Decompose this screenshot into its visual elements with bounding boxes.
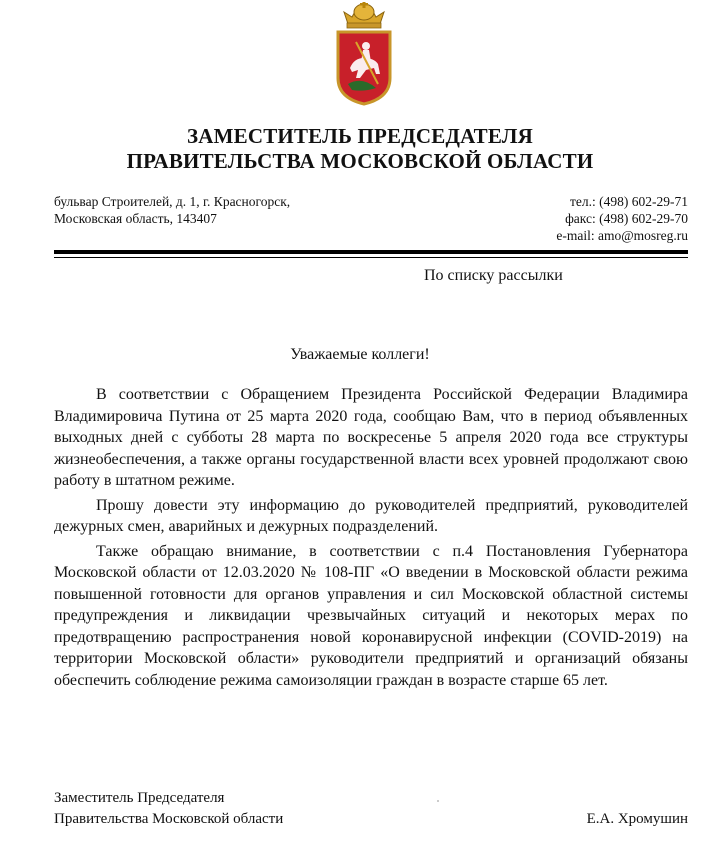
body-paragraph: Также обращаю внимание, в соответствии с п.4 Постановления Губернатора Московской области от 12.03.2020 № 108-ПГ «О введении в Московской области режима повышенной готовности для органов управления и сил Московской областной системы предупреждения и ликвидации чрезвычайных ситуаций и некоторых мерах по предотвращению распространения новой коронавирусной инфекции (COVID-2019) на территории Московской области» руководители предприятий и организаций обязаны обеспечить соблюдение режима самоизоляции граждан в возрасте старше 65 лет. [54,542,688,689]
position-line: Правительства Московской области [54,811,284,827]
body-paragraph: Прошу довести эту информацию до руководителей предприятий, руководителей дежурных смен, аварийных и дежурных подразделений. [54,496,688,535]
crown-icon [344,2,384,28]
coat-of-arms-icon [328,2,400,106]
scan-speck [437,800,439,802]
postal-address [54,193,290,227]
body-paragraph: В соответствии с Обращением Президента Российской Федерации Владимира Владимировича Путина от 25 марта 2020 года, сообщаю Вам, что в период объявленных выходных дней с субботы 28 марта по воскресенье 5 апреля 2020 года все структуры жизнеобеспечения, а также органы государственной власти всех уровней продолжают свою работу в штатном режиме. [54,386,688,489]
fax-number: факс: (498) 602-29-70 [565,211,688,226]
address-line: бульвар Строителей, д. 1, г. Красногорск, [54,194,291,209]
recipient-line: По списку рассылки [424,267,563,284]
signatory-name: Е.А. Хромушин [586,811,688,827]
salutation: Уважаемые коллеги! [290,346,430,363]
title-line: ЗАМЕСТИТЕЛЬ ПРЕДСЕДАТЕЛЯ [186,124,533,148]
address-line: Московская область, 143407 [54,211,217,226]
position-line: Заместитель Председателя [54,790,225,806]
letter-body [54,384,688,694]
contact-block [556,193,688,244]
title-line: ПРАВИТЕЛЬСТВА МОСКОВСКОЙ ОБЛАСТИ [126,149,594,173]
signatory-position [54,788,283,830]
header-divider-thin [54,257,688,258]
header-divider-thick [54,250,688,254]
letterhead-title [0,124,720,174]
phone-number: тел.: (498) 602-29-71 [570,194,688,209]
email-address: e-mail: amo@mosreg.ru [556,228,688,243]
